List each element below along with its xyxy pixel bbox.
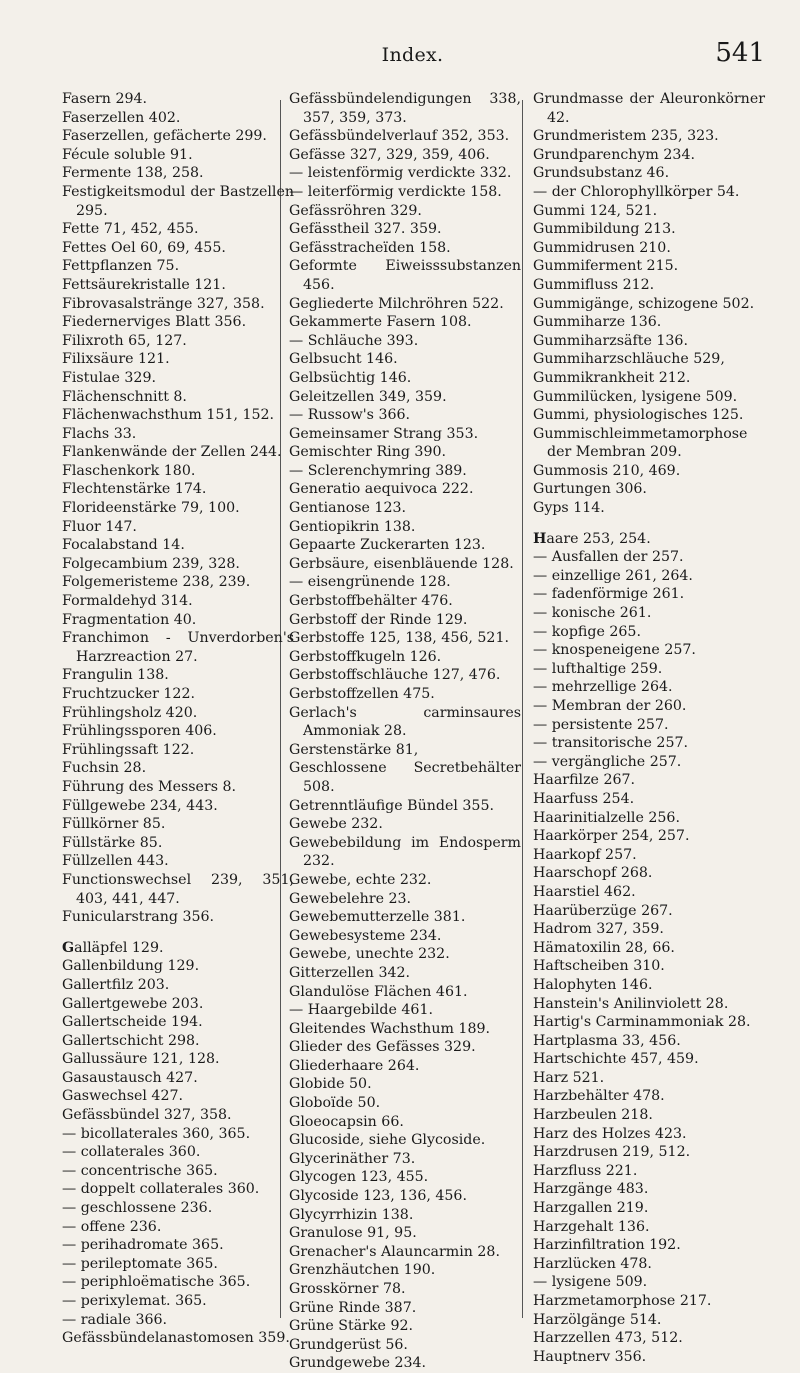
index-entry: Fettsäurekristalle 121. [62,276,226,293]
index-entry: Grundgerüst 56. [289,1336,408,1353]
index-entry: Glycerinäther 73. [289,1150,416,1167]
index-entry: Füllzellen 443. [62,853,169,870]
index-entry: Fistulae 329. [62,369,156,386]
index-entry: Füllstärke 85. [62,834,163,851]
index-entry: Folgemeristeme 238, 239. [62,574,251,591]
index-entry: Fluor 147. [62,518,137,535]
index-entry: Harzdrusen 219, 512. [533,1144,691,1161]
index-entry: Frühlingssporen 406. [62,723,217,740]
index-entry: Haftscheiben 310. [533,958,665,975]
column-divider [522,100,523,1318]
index-entry: Fibrovasalstränge 327, 358. [62,295,265,312]
index-entry: Harzgehalt 136. [533,1218,650,1235]
index-entry: Glandulöse Flächen 461. [289,983,468,1000]
index-entry: Hartschichte 457, 459. [533,1051,699,1068]
index-entry: Gefässbündelendigungen 338, 357, 359, 373. [289,91,521,126]
index-entry: Harzbehälter 478. [533,1088,665,1105]
index-entry: Gummigänge, schizogene 502. [533,295,755,312]
page-title: Index. [381,44,444,66]
index-entry: Grundsubstanz 46. [533,165,670,182]
index-entry: — perileptomate 365. [62,1255,218,1272]
index-entry: Granulose 91, 95. [289,1225,417,1242]
index-entry: Gloeocapsin 66. [289,1113,404,1130]
index-entry: — Haargebilde 461. [289,1002,433,1019]
index-entry: Globide 50. [289,1076,372,1093]
index-entry: Grüne Rinde 387. [289,1299,417,1316]
index-entry: Geleitzellen 349, 359. [289,388,447,405]
index-entry: Formaldehyd 314. [62,593,193,610]
index-entry: — knospeneigene 257. [533,642,696,659]
index-entry: Füllkörner 85. [62,816,166,833]
index-entry: Gummifluss 212. [533,276,655,293]
index-entry: — kopfige 265. [533,623,641,640]
index-entry: Gewebelehre 23. [289,890,412,907]
index-entry: Harzgänge 483. [533,1181,649,1198]
index-entry: — leistenförmig verdickte 332. [289,165,512,182]
page-number: 541 [715,38,765,68]
page-header [60,38,765,74]
index-entry: — periphloëmatische 365. [62,1274,251,1291]
index-entry: Grüne Stärke 92. [289,1318,414,1335]
index-entry: — doppelt collaterales 360. [62,1181,260,1198]
index-entry: Galläpfel 129. [62,939,164,956]
index-entry: Gliederhaare 264. [289,1057,420,1074]
index-entry: Gummi, physiologisches 125. [533,407,744,424]
index-entry: Gummischleimmetamorphose der Membran 209. [533,425,748,461]
index-entry: Gerlach's carminsaures Ammoniak 28. [289,704,521,740]
index-entry: — lufthaltige 259. [533,660,663,677]
index-entry: — Sclerenchymring 389. [289,462,467,479]
index-entry: Haarstiel 462. [533,883,636,900]
index-entry: Gummidrusen 210. [533,239,671,256]
index-entry: Haarfilze 267. [533,772,636,789]
index-entry: Getrenntläufige Bündel 355. [289,797,494,814]
index-entry: Gepaarte Zuckerarten 123. [289,537,486,554]
index-entry: Glycogen 123, 455. [289,1169,429,1186]
index-entry: Faserzellen 402. [62,109,181,126]
index-entry: Gallussäure 121, 128. [62,1051,220,1068]
index-entry: Fermente 138, 258. [62,165,204,182]
index-entry: Hämatoxilin 28, 66. [533,939,675,956]
index-entry: Funicularstrang 356. [62,909,215,926]
index-entry: Hartplasma 33, 456. [533,1032,681,1049]
index-entry: Flaschenkork 180. [62,462,196,479]
index-entry: — der Chlorophyllkörper 54. [533,183,740,200]
index-entry: Gummikrankheit 212. [533,369,691,386]
index-entry: — Ausfallen der 257. [533,549,684,566]
index-entry: Gewebe 232. [289,816,383,833]
index-entry: Gentianose 123. [289,500,407,517]
index-entry: Gegliederte Milchröhren 522. [289,295,504,312]
index-entry: Gewebesysteme 234. [289,927,442,944]
index-entry: Führung des Messers 8. [62,778,237,795]
index-entry: Filixroth 65, 127. [62,332,187,349]
index-entry: Gelbsüchtig 146. [289,369,412,386]
index-entry: Grenacher's Alauncarmin 28. [289,1243,500,1260]
index-entry: Fasern 294. [62,91,148,107]
index-entry: Haarinitialzelle 256. [533,809,680,826]
index-entry: Gewebemutterzelle 381. [289,909,466,926]
index-entry: Fiedernerviges Blatt 356. [62,314,247,331]
index-entry: Flächenwachsthum 151, 152. [62,407,275,424]
index-entry: Fécule soluble 91. [62,146,193,163]
index-entry: — bicollaterales 360, 365. [62,1125,251,1142]
index-entry: Faserzellen, gefächerte 299. [62,128,267,145]
index-entry: — persistente 257. [533,716,669,733]
index-entry: Gasaustausch 427. [62,1069,198,1086]
index-entry: Harzmetamorphose 217. [533,1293,712,1309]
index-entry: — perixylemat. 365. [62,1293,207,1309]
index-entry: Fruchtzucker 122. [62,686,195,702]
index-entry: Gerbstoffzellen 475. [289,686,435,702]
index-entry: Hauptnerv 356. [533,1348,647,1365]
index-entry: Festigkeitsmodul der Bastzellen 295. [62,183,294,219]
index-entry: Fettpflanzen 75. [62,258,180,275]
index-entry: Harz 521. [533,1069,605,1086]
index-entry: — radiale 366. [62,1311,168,1328]
index-entry: Gefässbündel 327, 358. [62,1107,232,1124]
index-entry: Gelbsucht 146. [289,351,398,368]
index-entry: Gemeinsamer Strang 353. [289,425,479,442]
index-entry: Haarkörper 254, 257. [533,828,690,845]
index-entry: Flachs 33. [62,425,137,442]
index-entry: — eisengrünende 128. [289,574,451,591]
index-entry: Fragmentation 40. [62,611,197,628]
index-entry: Harzinfiltration 192. [533,1237,681,1254]
index-column-1 [62,90,294,1348]
index-entry: — offene 236. [62,1218,162,1235]
index-entry: Gummi 124, 521. [533,202,658,219]
index-entry: Gefässbündelverlauf 352, 353. [289,128,510,145]
index-entry: — leiterförmig verdickte 158. [289,183,502,200]
index-entry: Grundparenchym 234. [533,146,695,163]
index-entry: Gefässe 327, 329, 359, 406. [289,146,490,163]
index-entry: — Schläuche 393. [289,332,419,349]
index-entry: Gefässröhren 329. [289,202,422,219]
index-entry: Gerbstoff der Rinde 129. [289,611,468,628]
index-entry: Harzbeulen 218. [533,1107,653,1124]
index-entry: Gewebe, echte 232. [289,871,432,888]
index-entry: Flankenwände der Zellen 244. [62,444,282,461]
index-entry: Filixsäure 121. [62,351,170,368]
index-entry: Fettes Oel 60, 69, 455. [62,239,226,256]
index-entry: Grundmeristem 235, 323. [533,128,719,145]
index-entry: Gurtungen 306. [533,481,647,498]
index-entry: Gyps 114. [533,500,605,517]
index-entry: Functionswechsel 239, 351, 403, 441, 447. [62,871,294,907]
index-entry: Geformte Eiweisssubstanzen 456. [289,258,521,293]
index-entry: Generatio aequivoca 222. [289,481,474,498]
index-column-3 [533,90,765,1366]
index-entry: — fadenförmige 261. [533,586,685,603]
index-entry: — collaterales 360. [62,1144,201,1161]
index-entry: Glucoside, siehe Glycoside. [289,1132,486,1149]
index-entry: Harzzellen 473, 512. [533,1330,683,1347]
index-entry: Harzgallen 219. [533,1200,649,1217]
index-entry: Gemischter Ring 390. [289,444,447,461]
index-entry: Frühlingssaft 122. [62,741,195,758]
index-entry: Flächenschnitt 8. [62,388,187,405]
index-entry: Globoïde 50. [289,1095,381,1112]
index-entry: Frühlingsholz 420. [62,704,198,721]
index-entry: Gummibildung 213. [533,221,676,238]
index-entry: Glycoside 123, 136, 456. [289,1188,467,1205]
index-entry: — mehrzellige 264. [533,679,673,696]
index-entry: Franchimon - Unverdorben's Harzreaction 27. [62,630,294,665]
index-entry: Hartig's Carminammoniak 28. [533,1014,751,1031]
index-entry: Gummiharzsäfte 136. [533,332,688,349]
index-entry: Gummilücken, lysigene 509. [533,388,738,405]
index-entry: Grosskörner 78. [289,1281,406,1297]
index-entry: Haare 253, 254. [533,530,651,547]
index-entry: Gleitendes Wachsthum 189. [289,1020,491,1037]
index-entry: Gummiharzschläuche 529, [533,351,725,368]
index-entry: Glieder des Gefässes 329. [289,1039,476,1056]
index-entry: Flechtenstärke 174. [62,481,207,498]
index-entry: Hadrom 327, 359. [533,921,664,938]
index-entry: Harz des Holzes 423. [533,1125,687,1142]
index-entry: Gefässbündelanastomosen 359. [62,1330,290,1347]
index-entry: Geschlossene Secretbehälter 508. [289,760,521,795]
index-entry: Fuchsin 28. [62,760,147,777]
index-column-2 [289,90,521,1373]
index-entry: Gerbstoffbehälter 476. [289,593,453,610]
index-entry: — geschlossene 236. [62,1200,213,1217]
index-entry: Gallertscheide 194. [62,1014,203,1031]
index-entry: Focalabstand 14. [62,537,185,554]
index-entry: — concentrische 365. [62,1162,218,1179]
index-entry: Grenzhäutchen 190. [289,1262,436,1279]
index-entry: — transitorische 257. [533,735,689,752]
index-entry: Gekammerte Fasern 108. [289,314,472,331]
index-entry: Gerbsäure, eisenbläuende 128. [289,555,514,572]
index-entry: Gefässtheil 327. 359. [289,221,442,238]
index-entry: Füllgewebe 234, 443. [62,797,218,814]
index-entry: Gerstenstärke 81, [289,741,419,758]
index-entry: Haarschopf 268. [533,865,653,882]
index-entry: Harzfluss 221. [533,1162,638,1179]
index-entry: Gitterzellen 342. [289,964,411,981]
index-entry: Gallertschicht 298. [62,1032,200,1049]
index-entry: Gallertfilz 203. [62,976,170,993]
index-entry: — konische 261. [533,605,652,622]
index-entry: Gaswechsel 427. [62,1088,184,1105]
index-entry: Gummosis 210, 469. [533,462,681,479]
index-entry: Gerbstoffe 125, 138, 456, 521. [289,630,509,647]
index-entry: Gummiferment 215. [533,258,679,275]
index-entry: Hanstein's Anilinviolett 28. [533,995,729,1012]
index-entry: Grundmasse der Aleuronkörner 42. [533,91,765,126]
index-entry: — perihadromate 365. [62,1237,224,1254]
index-entry: Gewebe, unechte 232. [289,946,450,963]
index-entry: Grundgewebe 234. [289,1355,427,1372]
index-entry: Gerbstoffkugeln 126. [289,648,442,665]
index-entry: — Russow's 366. [289,407,411,424]
index-entry: Glycyrrhizin 138. [289,1206,414,1223]
index-entry: — vergängliche 257. [533,753,682,770]
index-entry: Haarfuss 254. [533,790,635,807]
index-entry: Folgecambium 239, 328. [62,555,240,572]
index-entry: Gallenbildung 129. [62,958,200,975]
index-entry: — einzellige 261, 264. [533,567,693,584]
index-entry: Gummiharze 136. [533,314,662,331]
index-entry: Frangulin 138. [62,667,169,684]
index-entry: Haarüberzüge 267. [533,902,673,919]
index-entry: Gallertgewebe 203. [62,995,204,1012]
index-entry: Florideenstärke 79, 100. [62,500,240,517]
index-entry: — lysigene 509. [533,1274,648,1291]
index-entry: Harzlücken 478. [533,1255,652,1272]
index-entry: Haarkopf 257. [533,846,637,863]
index-entry: Fette 71, 452, 455. [62,221,199,238]
index-entry: — Membran der 260. [533,698,687,714]
index-entry: Gewebebildung im Endosperm 232. [289,834,521,870]
index-entry: Halophyten 146. [533,976,653,993]
index-entry: Gerbstoffschläuche 127, 476. [289,667,501,684]
index-entry: Harzölgänge 514. [533,1311,662,1328]
index-entry: Gefässtracheïden 158. [289,239,451,256]
index-entry: Gentiopikrin 138. [289,518,416,535]
